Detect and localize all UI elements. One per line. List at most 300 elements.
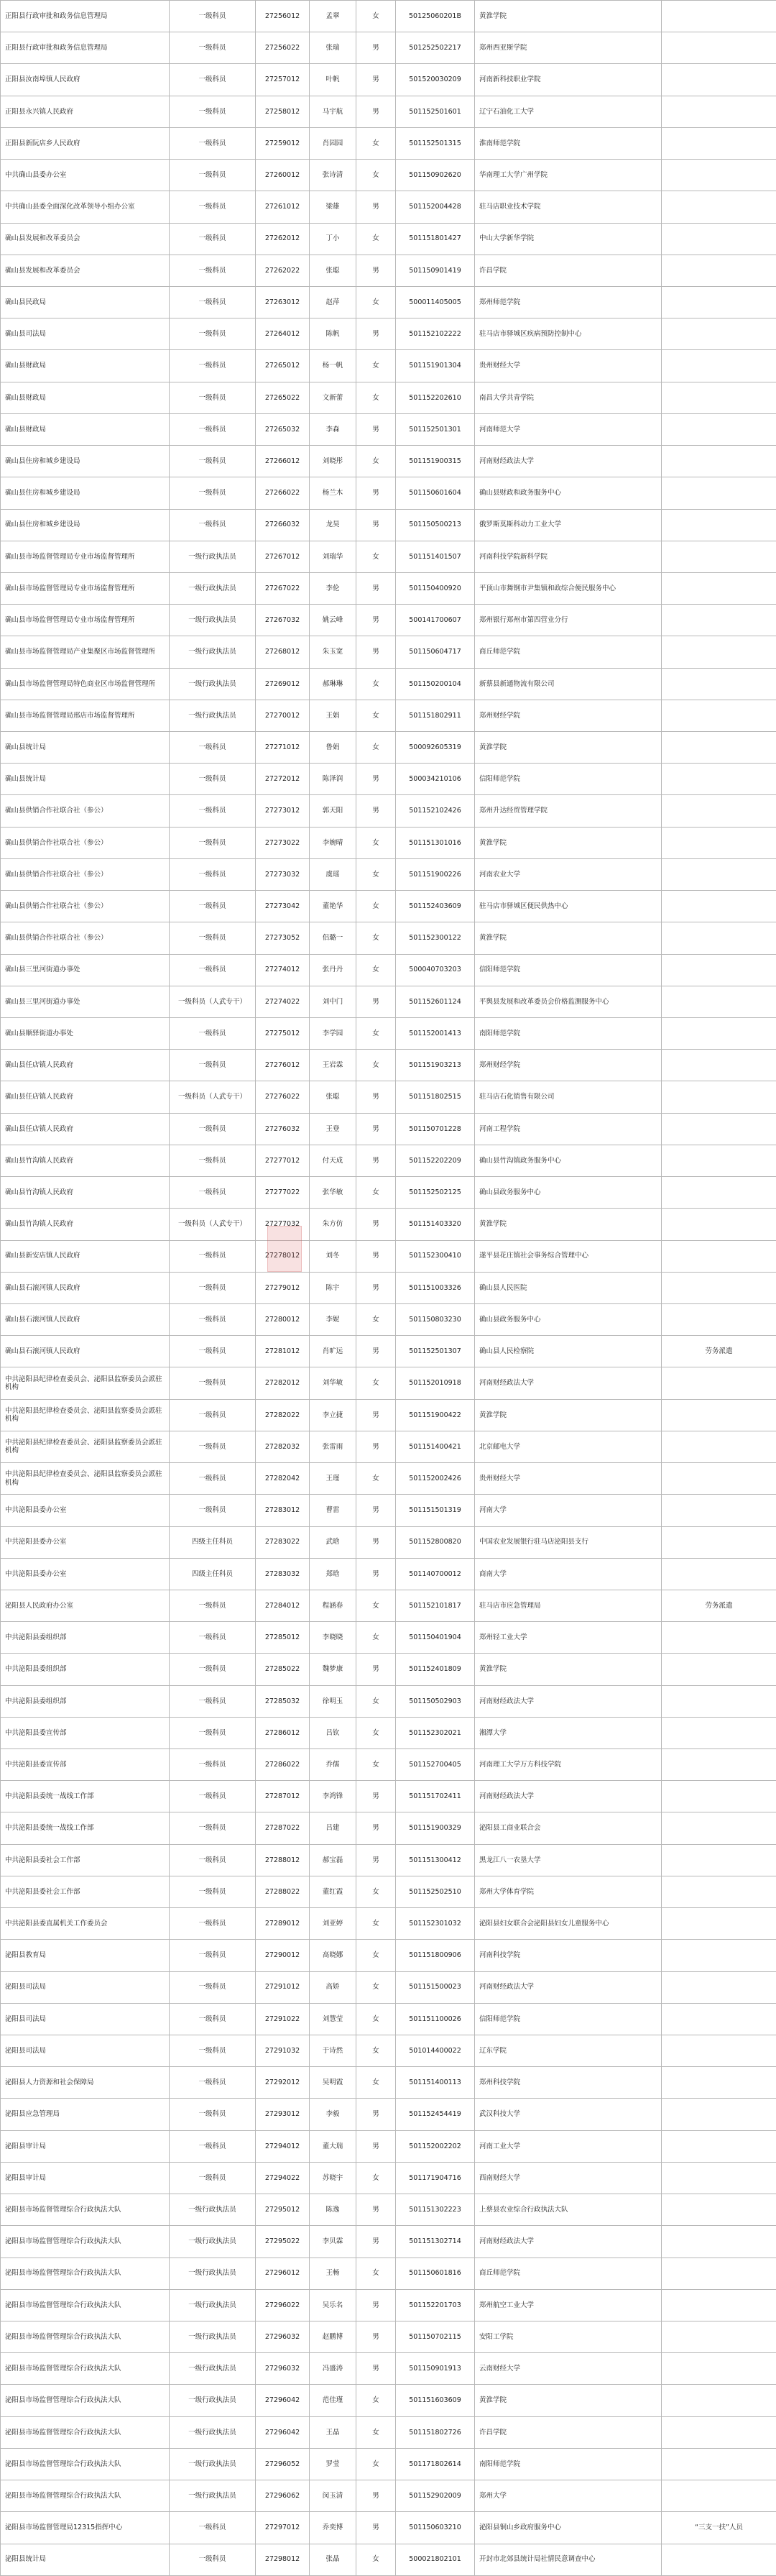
cell-name: 刘中门 [310,986,356,1017]
cell-exam-number: 501150902620 [396,160,475,191]
cell-position-code: 27260012 [256,160,310,191]
table-row [1,891,776,922]
cell-name: 乔儒 [310,1749,356,1781]
cell-name: 张丹丹 [310,954,356,986]
cell-remark [662,2385,776,2416]
cell-exam-number: 501150901419 [396,255,475,286]
cell-position-code: 27277022 [256,1177,310,1209]
cell-gender: 男 [356,605,396,636]
table-row [1,160,776,191]
cell-agency: 确山县住房和城乡建设局 [1,509,170,541]
cell-school: 南阳师范学院 [475,1018,662,1050]
cell-position: 一级行政执法员 [170,541,256,572]
cell-exam-number: 501151003326 [396,1272,475,1303]
cell-gender: 男 [356,2289,396,2321]
cell-agency: 中共泌阳县纪律检查委员会、泌阳县监察委员会派驻机构 [1,1367,170,1399]
cell-position-code: 27278012 [256,1240,310,1272]
cell-gender: 男 [356,1844,396,1876]
cell-remark [662,858,776,890]
cell-school: 确山县财政和政务服务中心 [475,477,662,509]
cell-position-code: 27274022 [256,986,310,1017]
cell-agency: 泌阳县市场监督管理综合行政执法大队 [1,2289,170,2321]
cell-position: 一级科员 [170,350,256,382]
cell-position: 一级科员 [170,2130,256,2162]
table-row [1,2226,776,2258]
cell-gender: 女 [356,1177,396,1209]
cell-position-code: 27297012 [256,2512,310,2544]
cell-name: 朱方仿 [310,1209,356,1240]
cell-position-code: 27268012 [256,636,310,668]
cell-agency: 确山县竹沟镇人民政府 [1,1145,170,1176]
table-row [1,2385,776,2416]
cell-gender: 男 [356,1081,396,1113]
cell-position: 一级科员 [170,954,256,986]
cell-remark [662,764,776,795]
cell-remark [662,2226,776,2258]
cell-school: 商丘师范学院 [475,2258,662,2289]
cell-name: 李立捷 [310,1399,356,1431]
cell-remark [662,1526,776,1558]
cell-name: 程涵春 [310,1590,356,1621]
cell-position-code: 27275012 [256,1018,310,1050]
cell-position: 一级行政执法员 [170,2353,256,2385]
cell-agency: 中共确山县委办公室 [1,160,170,191]
table-row [1,1050,776,1081]
cell-position-code: 27269012 [256,668,310,700]
cell-school: 贵州财经大学 [475,350,662,382]
cell-position: 一级科员 [170,255,256,286]
cell-name: 朱玉宽 [310,636,356,668]
cell-position: 一级科员（人武专干） [170,1081,256,1113]
cell-remark [662,2480,776,2512]
cell-gender: 男 [356,318,396,350]
cell-school: 南昌大学共青学院 [475,382,662,413]
cell-name: 王晶 [310,2416,356,2448]
cell-name: 李毅 [310,2099,356,2130]
cell-exam-number: 501520030209 [396,64,475,96]
cell-agency: 中共泌阳县委办公室 [1,1558,170,1590]
cell-school: 信阳师范学院 [475,764,662,795]
cell-exam-number: 501150601816 [396,2258,475,2289]
cell-position-code: 27276022 [256,1081,310,1113]
cell-name: 李森 [310,413,356,445]
cell-gender: 女 [356,1,396,32]
table-row [1,1209,776,1240]
cell-position: 一级科员 [170,1018,256,1050]
cell-position: 一级科员 [170,2067,256,2099]
cell-exam-number: 501151800906 [396,1940,475,1971]
cell-position-code: 27288012 [256,1844,310,1876]
cell-agency: 泌阳县人民政府办公室 [1,1590,170,1621]
table-row [1,572,776,604]
cell-remark [662,350,776,382]
cell-remark [662,572,776,604]
cell-position-code: 27273052 [256,922,310,954]
cell-agency: 确山县财政局 [1,382,170,413]
cell-exam-number: 501150601604 [396,477,475,509]
cell-exam-number: 501151802515 [396,1081,475,1113]
cell-name: 董红霞 [310,1876,356,1907]
cell-position-code: 27270012 [256,700,310,731]
cell-agency: 泌阳县市场监督管理综合行政执法大队 [1,2448,170,2480]
cell-agency: 确山县发展和改革委员会 [1,223,170,255]
table-row [1,1177,776,1209]
table-row [1,318,776,350]
cell-gender: 男 [356,1495,396,1526]
table-row [1,2544,776,2575]
cell-remark [662,1781,776,1812]
cell-name: 高晓娜 [310,1940,356,1971]
cell-school: 郑州升达经贸管理学院 [475,795,662,827]
cell-remark [662,1685,776,1717]
cell-school: 黄淮学院 [475,2385,662,2416]
cell-agency: 确山县三里河街道办事处 [1,954,170,986]
cell-remark [662,2289,776,2321]
cell-position-code: 27292012 [256,2067,310,2099]
cell-position-code: 27267012 [256,541,310,572]
cell-gender: 女 [356,1463,396,1495]
cell-position: 一级科员 [170,1,256,32]
table-row [1,764,776,795]
cell-remark [662,1399,776,1431]
cell-name: 张聪 [310,1081,356,1113]
cell-agency: 确山县任店镇人民政府 [1,1081,170,1113]
cell-position-code: 27273042 [256,891,310,922]
cell-position-code: 27294022 [256,2162,310,2194]
cell-agency: 确山县发展和改革委员会 [1,255,170,286]
watermark-stamp [267,1226,302,1272]
cell-position-code: 27282032 [256,1431,310,1462]
cell-position: 一级科员 [170,2099,256,2130]
cell-gender: 男 [356,1113,396,1145]
cell-exam-number: 501150500213 [396,509,475,541]
cell-school: 河南财经政法大学 [475,446,662,477]
cell-name: 刘瑞华 [310,541,356,572]
cell-remark [662,1812,776,1844]
cell-gender: 男 [356,1558,396,1590]
cell-agency: 确山县住房和城乡建设局 [1,477,170,509]
cell-position-code: 27266032 [256,509,310,541]
table-row [1,1685,776,1717]
cell-exam-number: 501151301016 [396,827,475,858]
cell-school: 平舆县发展和改革委员会价格监测服务中心 [475,986,662,1017]
cell-gender: 男 [356,477,396,509]
cell-remark [662,1622,776,1654]
cell-exam-number: 501152501307 [396,1336,475,1367]
cell-position-code: 27295012 [256,2194,310,2226]
cell-position-code: 27266022 [256,477,310,509]
cell-school: 辽宁石油化工大学 [475,96,662,127]
cell-name: 鲁娟 [310,732,356,764]
cell-name: 郝宝磊 [310,1844,356,1876]
table-row [1,382,776,413]
cell-position-code: 27286012 [256,1717,310,1748]
cell-remark [662,446,776,477]
table-row [1,2416,776,2448]
cell-name: 董艳华 [310,891,356,922]
cell-remark [662,2162,776,2194]
cell-position: 一级科员 [170,1812,256,1844]
table-row [1,954,776,986]
cell-name: 李妮 [310,1303,356,1335]
cell-gender: 女 [356,446,396,477]
cell-gender: 女 [356,1590,396,1621]
cell-position: 一级行政执法员 [170,700,256,731]
cell-remark [662,1654,776,1685]
cell-position: 一级行政执法员 [170,2226,256,2258]
cell-gender: 女 [356,2258,396,2289]
cell-agency: 确山县市场监督管理局邢店市场监督管理所 [1,700,170,731]
cell-position: 一级科员 [170,1908,256,1940]
cell-agency: 泌阳县司法局 [1,1971,170,2003]
cell-name: 刘冬 [310,1240,356,1272]
cell-name: 叶帆 [310,64,356,96]
cell-position: 一级科员 [170,764,256,795]
cell-gender: 女 [356,127,396,159]
cell-gender: 男 [356,572,396,604]
cell-name: 赵鹏博 [310,2321,356,2352]
cell-exam-number: 501150502903 [396,1685,475,1717]
cell-agency: 泌阳县人力资源和社会保障局 [1,2067,170,2099]
table-row [1,1781,776,1812]
cell-agency: 泌阳县市场监督管理局12315指挥中心 [1,2512,170,2544]
cell-remark [662,2194,776,2226]
cell-remark [662,1558,776,1590]
cell-school: 郑州财经学院 [475,1050,662,1081]
cell-exam-number: 501151401507 [396,541,475,572]
cell-position: 一级科员 [170,1971,256,2003]
table-row [1,1081,776,1113]
cell-position: 一级科员 [170,223,256,255]
table-row [1,1844,776,1876]
table-row [1,1018,776,1050]
cell-name: 刘晓彤 [310,446,356,477]
cell-exam-number: 501151300412 [396,1844,475,1876]
cell-position-code: 27294012 [256,2130,310,2162]
cell-position-code: 27281012 [256,1336,310,1367]
cell-agency: 确山县市场监督管理局专业市场监督管理所 [1,605,170,636]
cell-remark [662,286,776,318]
cell-position-code: 27256022 [256,32,310,64]
cell-position: 一级行政执法员 [170,2289,256,2321]
cell-agency: 确山县竹沟镇人民政府 [1,1209,170,1240]
table-row [1,1558,776,1590]
cell-gender: 男 [356,2099,396,2130]
cell-name: 丁小 [310,223,356,255]
cell-gender: 女 [356,160,396,191]
cell-position: 一级行政执法员 [170,2448,256,2480]
cell-remark [662,509,776,541]
table-row [1,2035,776,2067]
table-row [1,1654,776,1685]
cell-agency: 确山县三里河街道办事处 [1,986,170,1017]
cell-position: 一级科员 [170,1050,256,1081]
cell-school: 商南大学 [475,1558,662,1590]
cell-position-code: 27283012 [256,1495,310,1526]
cell-remark [662,636,776,668]
cell-position-code: 27256012 [256,1,310,32]
cell-name: 刘亚婷 [310,1908,356,1940]
table-row [1,1971,776,2003]
cell-position: 一级科员 [170,446,256,477]
table-row [1,636,776,668]
cell-school: 南阳师范学院 [475,2448,662,2480]
cell-position: 一级科员 [170,318,256,350]
cell-position: 一级科员 [170,382,256,413]
cell-gender: 女 [356,1717,396,1748]
cell-agency: 泌阳县市场监督管理综合行政执法大队 [1,2385,170,2416]
cell-agency: 中共泌阳县委组织部 [1,1685,170,1717]
cell-position: 一级行政执法员 [170,2194,256,2226]
cell-agency: 泌阳县司法局 [1,2035,170,2067]
cell-school: 郑州航空工业大学 [475,2289,662,2321]
cell-position: 一级科员 [170,2512,256,2544]
cell-exam-number: 501150400920 [396,572,475,604]
cell-gender: 女 [356,2448,396,2480]
cell-exam-number: 501152101817 [396,1590,475,1621]
cell-gender: 男 [356,986,396,1017]
cell-school: 河南大学 [475,1495,662,1526]
cell-exam-number: 501152454419 [396,2099,475,2130]
cell-agency: 泌阳县应急管理局 [1,2099,170,2130]
cell-gender: 女 [356,858,396,890]
cell-school: 北京邮电大学 [475,1431,662,1462]
cell-school: 泌阳县妇女联合会泌阳县妇女儿童服务中心 [475,1908,662,1940]
cell-name: 罗莹 [310,2448,356,2480]
cell-name: 刘华敏 [310,1367,356,1399]
cell-agency: 泌阳县司法局 [1,2003,170,2035]
cell-name: 郝琳琳 [310,668,356,700]
cell-position-code: 27273012 [256,795,310,827]
cell-agency: 确山县财政局 [1,350,170,382]
table-row [1,2003,776,2035]
cell-position: 一级行政执法员 [170,572,256,604]
cell-remark [662,1240,776,1272]
cell-agency: 确山县供销合作社联合社（参公） [1,827,170,858]
table-row [1,1812,776,1844]
cell-agency: 中共泌阳县纪律检查委员会、泌阳县监察委员会派驻机构 [1,1399,170,1431]
table-row [1,2258,776,2289]
cell-remark [662,2416,776,2448]
table-row [1,1463,776,1495]
cell-gender: 男 [356,2194,396,2226]
table-row [1,1876,776,1907]
cell-agency: 确山县供销合作社联合社（参公） [1,922,170,954]
cell-school: 河南财经政法大学 [475,1971,662,2003]
cell-exam-number: 501151702411 [396,1781,475,1812]
cell-position-code: 27291022 [256,2003,310,2035]
cell-name: 张雷雨 [310,1431,356,1462]
cell-position-code: 27257012 [256,64,310,96]
cell-position-code: 27277012 [256,1145,310,1176]
cell-name: 杨一帆 [310,350,356,382]
table-row [1,2099,776,2130]
cell-gender: 女 [356,1367,396,1399]
cell-remark [662,1463,776,1495]
cell-remark [662,1431,776,1462]
cell-gender: 女 [356,668,396,700]
cell-position: 一级科员 [170,1781,256,1812]
cell-gender: 男 [356,2226,396,2258]
table-row [1,350,776,382]
cell-exam-number: 501150604717 [396,636,475,668]
cell-position: 一级科员 [170,64,256,96]
cell-position-code: 27274012 [256,954,310,986]
cell-gender: 女 [356,1685,396,1717]
cell-name: 李晓晓 [310,1622,356,1654]
cell-agency: 确山县统计局 [1,764,170,795]
cell-name: 董大瑞 [310,2130,356,2162]
table-row [1,1399,776,1431]
cell-agency: 泌阳县审计局 [1,2130,170,2162]
cell-position: 一级科员 [170,1685,256,1717]
table-row [1,1303,776,1335]
cell-school: 郑州师范学院 [475,286,662,318]
cell-school: 云南财经大学 [475,2353,662,2385]
table-row [1,32,776,64]
cell-name: 王登 [310,1113,356,1145]
table-row [1,700,776,731]
cell-name: 乔奕博 [310,2512,356,2544]
cell-school: 许昌学院 [475,255,662,286]
cell-position: 一级科员 [170,827,256,858]
cell-position: 一级科员 [170,1272,256,1303]
cell-position: 四级主任科员 [170,1526,256,1558]
cell-gender: 男 [356,1240,396,1272]
cell-gender: 男 [356,413,396,445]
cell-position: 一级科员 [170,477,256,509]
cell-position-code: 27262022 [256,255,310,286]
cell-position: 一级行政执法员 [170,636,256,668]
cell-gender: 女 [356,2544,396,2575]
cell-position: 一级科员 [170,286,256,318]
cell-agency: 中共泌阳县委宣传部 [1,1749,170,1781]
table-row [1,477,776,509]
cell-exam-number: 501152002202 [396,2130,475,2162]
cell-gender: 男 [356,1654,396,1685]
cell-position: 一级行政执法员 [170,2258,256,2289]
cell-name: 吕钦 [310,1717,356,1748]
cell-exam-number: 501152301032 [396,1908,475,1940]
cell-gender: 女 [356,382,396,413]
cell-agency: 确山县任店镇人民政府 [1,1113,170,1145]
cell-position: 一级科员 [170,1399,256,1431]
table-row [1,1,776,32]
cell-agency: 泌阳县市场监督管理综合行政执法大队 [1,2258,170,2289]
cell-name: 陈帆 [310,318,356,350]
cell-school: 郑州银行郑州市第四营业分行 [475,605,662,636]
cell-position: 一级科员 [170,127,256,159]
cell-agency: 确山县住房和城乡建设局 [1,446,170,477]
cell-position-code: 27285012 [256,1622,310,1654]
cell-exam-number: 501152601124 [396,986,475,1017]
cell-position-code: 27286022 [256,1749,310,1781]
table-row [1,1367,776,1399]
cell-position: 一级科员 [170,1145,256,1176]
cell-remark [662,2099,776,2130]
cell-position: 一级科员 [170,413,256,445]
cell-position-code: 27284012 [256,1590,310,1621]
cell-exam-number: 501152401809 [396,1654,475,1685]
cell-position-code: 27271012 [256,732,310,764]
cell-agency: 确山县供销合作社联合社（参公） [1,858,170,890]
cell-name: 陈宇 [310,1272,356,1303]
cell-school: 河南工程学院 [475,1113,662,1145]
cell-name: 王娟 [310,700,356,731]
cell-gender: 女 [356,2035,396,2067]
cell-agency: 正阳县汝南埠镇人民政府 [1,64,170,96]
cell-remark [662,922,776,954]
